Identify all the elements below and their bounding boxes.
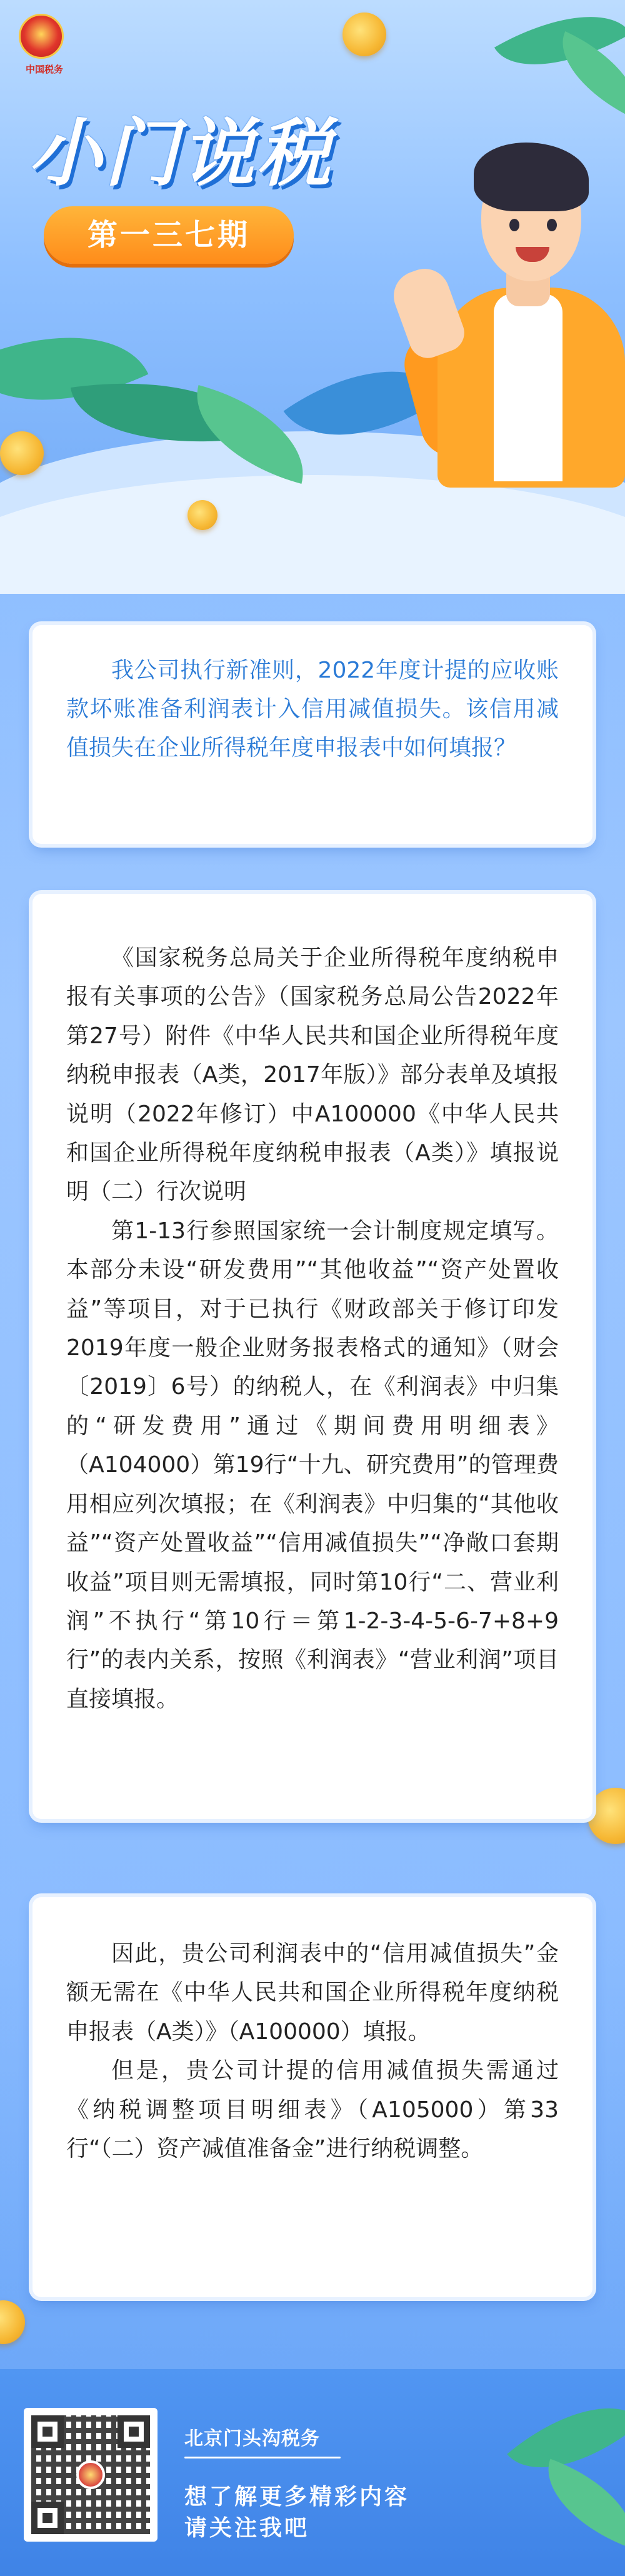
footer <box>0 2369 625 2576</box>
qr-finder <box>31 2502 64 2534</box>
coin-icon <box>0 431 44 475</box>
question-card <box>32 625 592 844</box>
conclusion-paragraph: 因此，贵公司利润表中的“信用减值损失”金额无需在《中华人民共和国企业所得税年度纳税申报表（A类）》（A100000）填报。 <box>66 1941 559 2045</box>
page-title: 小门说税 <box>28 110 334 196</box>
coin-icon <box>588 1788 625 1844</box>
conclusion-paragraph: 但是，贵公司计提的信用减值损失需通过《纳税调整项目明细表》（A105000）第33行“（二）资产减值准备金”进行纳税调整。 <box>66 2058 559 2162</box>
shirt <box>494 294 562 481</box>
question-text: 我公司执行新准则，2022年度计提的应收账款坏账准备利润表计入信用减值损失。该信用减值损失在企业所得税年度申报表中如何填报？ <box>66 658 559 761</box>
presenter-illustration <box>400 125 625 475</box>
tax-emblem-icon <box>19 14 64 59</box>
qr-code[interactable] <box>24 2408 158 2542</box>
leaf-icon <box>531 2459 625 2548</box>
conclusion-card <box>32 1897 592 2297</box>
eye <box>547 219 557 231</box>
tax-emblem-icon <box>76 2460 105 2489</box>
footer-cta-line2: 请关注我吧 <box>184 2515 310 2541</box>
answer-paragraph: 《国家税务总局关于企业所得税年度纳税申报有关事项的公告》（国家税务总局公告2022年第27号）附件《中华人民共和国企业所得税年度纳税申报表（A类，2017年版）》部分表单及填报说明（2022年修订）中A100000《中华人民共和国企业所得税年度纳税申报表（A类）》填报说明（二）行次说明 <box>66 945 559 1205</box>
coin-icon <box>188 500 218 530</box>
qr-finder <box>31 2415 64 2448</box>
footer-divider <box>184 2457 341 2458</box>
answer-card <box>32 894 592 1819</box>
header-wave <box>0 475 625 594</box>
qr-finder <box>118 2415 150 2448</box>
issue-badge: 第一三七期 <box>44 206 294 264</box>
coin-icon <box>342 13 386 56</box>
answer-paragraph: 第1-13行参照国家统一会计制度规定填写。本部分未设“研发费用”“其他收益”“资产处置收益”等项目，对于已执行《财政部关于修订印发2019年度一般企业财务报表格式的通知》（财会〔2019〕6号）的纳税人，在《利润表》中归集的“研发费用”通过《期间费用明细表》（A104000）第19行“十九、研究费用”的管理费用相应列次填报；在《利润表》中归集的“其他收益”“资产处置收益”“信用减值损失”“净敞口套期收益”项目则无需填报，同时第10行“二、营业利润”不执行“第10行＝第1-2-3-4-5-6-7+8+9行”的表内关系，按照《利润表》“营业利润”项目直接填报。 <box>66 1218 559 1712</box>
qr-pattern <box>31 2415 150 2534</box>
footer-org-name: 北京门头沟税务 <box>184 2428 320 2450</box>
eye <box>509 219 519 231</box>
emblem-text: 中国税务 <box>25 64 63 75</box>
hair <box>474 143 589 211</box>
coin-icon <box>0 2300 25 2344</box>
header-banner <box>0 0 625 594</box>
footer-cta-line1: 想了解更多精彩内容 <box>184 2484 410 2510</box>
